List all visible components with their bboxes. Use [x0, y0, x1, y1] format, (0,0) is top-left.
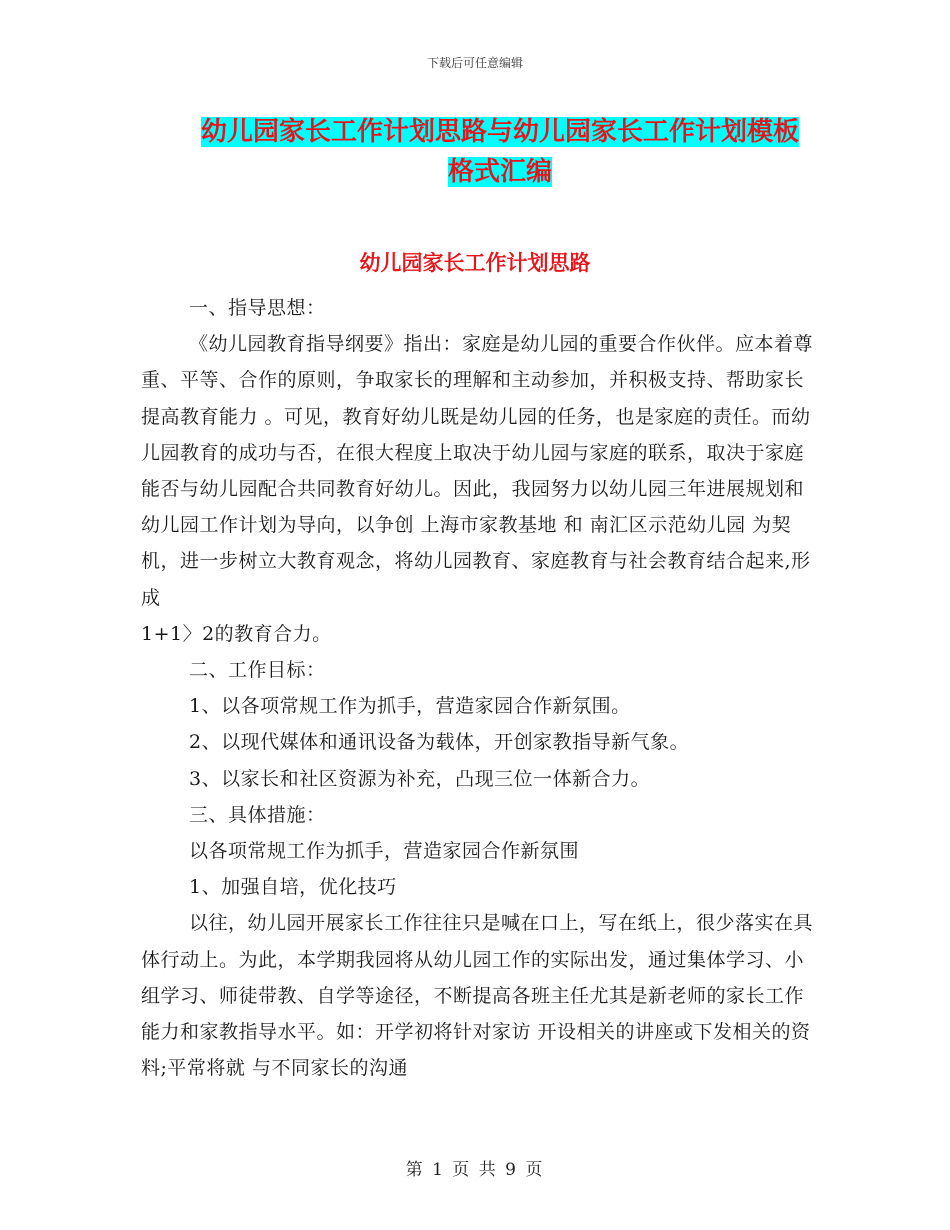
measure-item-1: 1、加强自培，优化技巧 [189, 876, 397, 899]
section-heading: 幼儿园家长工作计划思路 [359, 251, 591, 275]
goal-item-3: 3、以家长和社区资源为补充，凸现三位一体新合力。 [189, 767, 651, 790]
heading-work-goals: 二、工作目标： [189, 659, 326, 682]
header-note: 下载后可任意编辑 [426, 56, 523, 70]
heading-guiding-thought: 一、指导思想： [189, 297, 326, 319]
paragraph-self-training: 以往，幼儿园开展家长工作往往只是喊在口上，写在纸上，很少落实在具体行动上。为此，本学期我园将从幼儿园工作的实际出发，通过集体学习、小组学习、师徒带教、自学等途径，不断提高各班主任尤其是新老师的家长工作能力和家教指导水平。如：开学初将针对家访 开设相关的讲座或下发相关的资料;平常将就 与不同家长的沟通 [141, 912, 814, 1080]
page-footer: 第 1 页 共 9 页 [405, 1160, 545, 1180]
document-title [160, 112, 840, 192]
measure-subheading: 以各项常规工作为抓手，营造家园合作新氛围 [189, 840, 580, 863]
heading-measures: 三、具体措施： [189, 803, 326, 826]
goal-item-2: 2、以现代媒体和通讯设备为载体，开创家教指导新气象。 [189, 731, 690, 754]
paragraph-guideline-continued: 1+1〉2的教育合力。 [141, 622, 332, 645]
paragraph-guideline: 《幼儿园教育指导纲要》指出：家庭是幼儿园的重要合作伙伴。应本着尊重、平等、合作的原则，争取家长的理解和主动参加，并积极支持、帮助家长提高教育能力 。可见，教育好幼儿既是幼儿园的任务，也是家庭的责任。而幼儿园教育的成功与否，在很大程度上取决于幼儿园与家庭的联系，取决于家庭能否与幼儿园配合共同教育好幼儿。因此，我园努力以幼儿园三年进展规划和幼儿园工作计划为导向，以争创 上海市家教基地 和 南汇区示范幼儿园 为契机，进一步树立大教育观念，将幼儿园教育、家庭教育与社会教育结合起来,形成 [141, 333, 814, 609]
document-title-line-1: 幼儿园家长工作计划思路与幼儿园家长工作计划模板 [200, 117, 799, 147]
document-body [141, 290, 821, 1086]
document-title-line-2: 格式汇编 [447, 157, 552, 187]
goal-item-1: 1、以各项常规工作为抓手，营造家园合作新氛围。 [189, 695, 631, 718]
